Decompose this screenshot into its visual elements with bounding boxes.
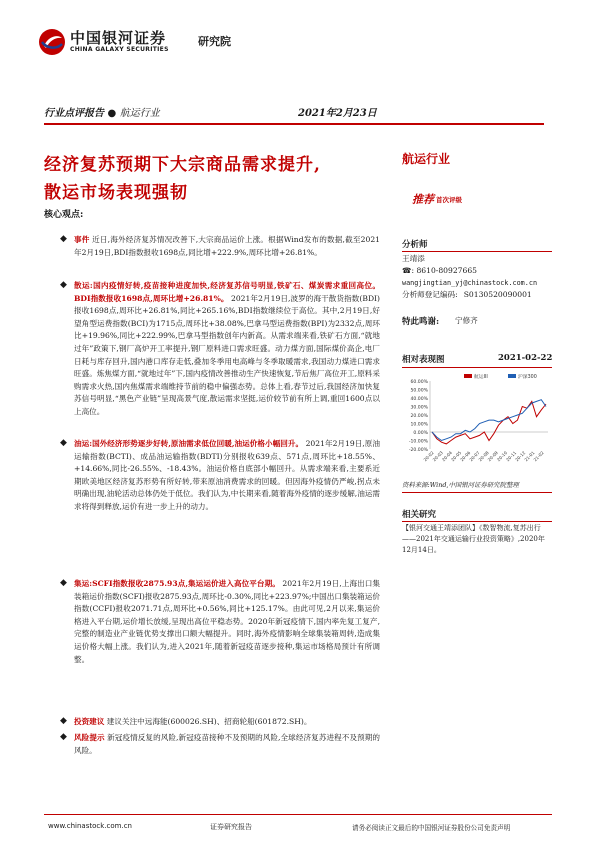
related-text[interactable]: 【银河交通王靖添团队】《数智物流,复苏出行——2021年交通运输行业投资策略》,2020年12月14日。 bbox=[402, 524, 545, 554]
y-tick-label: 30.00% bbox=[410, 405, 428, 411]
report-type-label: 行业点评报告 bbox=[44, 108, 104, 119]
phone-icon: ☎: bbox=[402, 266, 415, 275]
paragraph-risk bbox=[74, 732, 380, 757]
related-heading: 相关研究 bbox=[402, 510, 437, 520]
paragraph-container bbox=[74, 578, 380, 666]
paragraph-text: 2021年2月19日,上海出口集装箱运价指数(SCFI)报收2875.93点,周环比-0.30%,同比+223.97%;中国出口集装箱运价指数(CCFI)报收2071.71点,周环比+0.56%,同比+125.17%。由此可见,2月以来,集运价格进入平台期,运价增长放缓,呈现出高位平稳态势。2020年新冠疫情下,国内率先复工复产,完整的制造业产业链优势支撑出口额大幅提升。同时,海外疫情影响全球集装箱周转,造成集运价格大幅上涨。我们认为,进入2021年,随着新冠疫苗逐步接种,集运市场格局预计有所调整。 bbox=[74, 579, 380, 664]
thanks-name: 宁修齐 bbox=[455, 316, 478, 325]
y-tick-label: 40.00% bbox=[410, 396, 428, 402]
dot-separator: ● bbox=[104, 108, 120, 119]
y-tick-label: -20.00% bbox=[408, 447, 428, 453]
sidebar-industry: 航运行业 bbox=[402, 152, 451, 166]
paragraph-text: 建议关注中远海能(600026.SH)、招商轮船(601872.SH)。 bbox=[106, 717, 312, 726]
x-tick-label: 20-09 bbox=[486, 450, 499, 463]
brand-name-en: CHINA GALAXY SECURITIES bbox=[70, 46, 169, 53]
paragraph-lead: 散运: bbox=[74, 281, 93, 290]
footer-url[interactable]: www.chinastock.com.cn bbox=[48, 822, 132, 830]
source-rule bbox=[402, 492, 552, 493]
analyst-rule bbox=[402, 251, 552, 252]
paragraph-lead: 投资建议 bbox=[74, 717, 105, 726]
y-tick-label: 60.00% bbox=[410, 379, 428, 385]
y-tick-label: 50.00% bbox=[410, 388, 428, 394]
institute-label: 研究院 bbox=[198, 35, 231, 48]
footer-center: 证券研究报告 bbox=[210, 823, 252, 831]
paragraph-bold: 国外经济形势逐步好转,原油需求低位回暖,油运价格小幅回升。 bbox=[92, 439, 304, 448]
bullet-icon: ◆ bbox=[60, 438, 67, 448]
bullet-icon: ◆ bbox=[60, 716, 67, 726]
bullet-icon: ◆ bbox=[60, 578, 67, 588]
core-views-label: 核心观点: bbox=[44, 210, 84, 220]
chart-source: 资料来源:Wind,中国银河证券研究院整理 bbox=[402, 481, 519, 489]
report-title-line2: 散运市场表现强韧 bbox=[44, 183, 188, 203]
x-tick-label: 20-11 bbox=[505, 450, 518, 463]
report-date: 2021年2月23日 bbox=[298, 108, 377, 119]
analyst-phone bbox=[402, 265, 477, 277]
cert-number: S0130520090001 bbox=[463, 290, 532, 299]
x-tick-label: 20-07 bbox=[468, 450, 481, 463]
bullet-icon: ◆ bbox=[60, 732, 67, 742]
x-tick-label: 21-01 bbox=[523, 450, 536, 463]
cert-label: 分析师登记编码: bbox=[402, 290, 458, 299]
x-tick-label: 20-04 bbox=[440, 450, 454, 463]
paragraph-lead: 事件 bbox=[74, 235, 90, 244]
related-rule bbox=[402, 521, 552, 522]
paragraph-bulk bbox=[74, 280, 380, 419]
bullet-icon: ◆ bbox=[60, 280, 67, 290]
x-tick-label: 20-08 bbox=[477, 450, 490, 463]
thanks-heading: 特此鸣谢: bbox=[402, 317, 440, 327]
report-title-line1: 经济复苏预期下大宗商品需求提升, bbox=[44, 155, 321, 175]
paragraph-investment bbox=[74, 716, 380, 729]
perf-date: 2021-02-22 bbox=[498, 353, 553, 363]
y-tick-label: 20.00% bbox=[410, 413, 428, 419]
brand-name-cn: 中国银河证券 bbox=[70, 29, 167, 47]
y-tick-label: 0.00% bbox=[413, 430, 428, 436]
x-tick-label: 20-06 bbox=[459, 450, 472, 463]
legend-label: 沪深300 bbox=[518, 375, 537, 380]
analyst-email[interactable]: wangjingtian_yj@chinastock.com.cn bbox=[402, 279, 538, 287]
relative-performance-chart bbox=[402, 371, 552, 471]
analyst-heading: 分析师 bbox=[402, 240, 428, 250]
legend-swatch bbox=[508, 374, 516, 378]
paragraph-lead: 风险提示 bbox=[74, 733, 105, 742]
series-line-csi300 bbox=[432, 400, 546, 441]
x-tick-label: 20-03 bbox=[431, 450, 444, 463]
company-logo bbox=[38, 28, 66, 56]
paragraph-bold: 国内疫情好转,疫苗接种进度加快,经济复苏信号明显,铁矿石、煤炭需求重回高位。BDI指数报收1698点,周环比增+26.81%。 bbox=[74, 281, 380, 303]
paragraph-text: 新冠疫情反复的风险,新冠疫苗接种不及预期的风险,全球经济复苏进程不及预期的风险。 bbox=[74, 733, 381, 755]
y-tick-label: -10.00% bbox=[408, 439, 428, 445]
analyst-name: 王靖添 bbox=[402, 254, 425, 263]
perf-heading: 相对表现图 bbox=[402, 355, 445, 365]
paragraph-lead: 集运: bbox=[74, 579, 93, 588]
paragraph-text: 2021年2月19日,波罗的海干散货指数(BDI)报收1698点,周环比+26.81%,同比+265.16%,BDI指数继续位于高位。其中,2月19日,好望角型运费指数(BCI)为1715点,周环比+38.08%,巴拿马型运费指数(BPI)为2332点,周环比+19.96%,同比+222.99%,巴拿马型指数创年内新高。从需求端来看,铁矿石方面,“就地过年”政策下,钢厂高炉开工率提升,钢厂原料进口需求旺盛。动力煤方面,国际煤价高企,电厂日耗与库存回升,国内港口库存走低,叠加冬季用电高峰与冬季取暖需求,我国动力煤进口需求旺盛。炼焦煤方面,“就地过年”下,国内疫情改善推动生产快速恢复,节后焦厂高位开工,原料采购需求火热,国内焦煤需求端维持节前的稳中偏强态势。总体上看,春节过后,我国经济加快复苏信号明显,“黑色产业链”呈现高景气度,散运需求坚挺,运价较节前有所上调,重回1600点以上高位。 bbox=[74, 293, 380, 416]
rating-label: 推荐 bbox=[412, 193, 434, 206]
x-tick-label: 20-02 bbox=[422, 450, 435, 463]
paragraph-bold: SCFI指数报收2875.93点,集运运价进入高位平台期。 bbox=[92, 579, 280, 588]
paragraph-lead: 油运: bbox=[74, 439, 93, 448]
x-tick-label: 20-05 bbox=[450, 450, 463, 463]
x-tick-label: 20-12 bbox=[514, 450, 527, 463]
legend-swatch bbox=[464, 374, 472, 378]
paragraph-event bbox=[74, 234, 380, 259]
y-tick-label: 10.00% bbox=[410, 422, 428, 428]
footer-rule bbox=[44, 814, 552, 815]
header-rule bbox=[44, 123, 544, 125]
legend-label: 航运III bbox=[474, 375, 488, 380]
perf-rule bbox=[402, 367, 552, 368]
analyst-cert bbox=[402, 289, 532, 301]
x-tick-label: 21-02 bbox=[532, 450, 545, 463]
rating-note: 首次评级 bbox=[436, 196, 462, 204]
bullet-icon: ◆ bbox=[60, 234, 67, 244]
footer-disclaimer: 请务必阅读正文最后的中国银河证券股份公司免责声明 bbox=[352, 824, 511, 832]
paragraph-text: 近日,海外经济复苏情况改善下,大宗商品运价上涨。根据Wind发布的数据,截至2021年2月19日,BDI指数报收1698点,同比增+222.9%,周环比增+26.81%。 bbox=[74, 235, 381, 257]
report-type bbox=[44, 104, 160, 119]
phone-number[interactable]: 8610-80927665 bbox=[416, 266, 477, 275]
report-industry: 航运行业 bbox=[119, 108, 160, 119]
paragraph-oil bbox=[74, 438, 380, 514]
paragraph-text: 2021年2月19日,原油运输指数(BCTI)、成品油运输指数(BDTI)分别报收639点、571点,周环比+18.55%、+14.66%,同比-26.55%、-18.43%。油运价格自底部小幅回升。从需求端来看,主要系近期欧美地区经济复苏形势有所好转,带来原油消费需求的回暖。但因海外疫情仍严峻,拐点未明确出现,油轮活动总体仍处于低位。我们认为,中长期来看,随着海外疫情的逐步缓解,油运需求将得到释放,运价有进一步上升的动力。 bbox=[74, 439, 380, 511]
x-tick-label: 20-10 bbox=[495, 450, 509, 463]
